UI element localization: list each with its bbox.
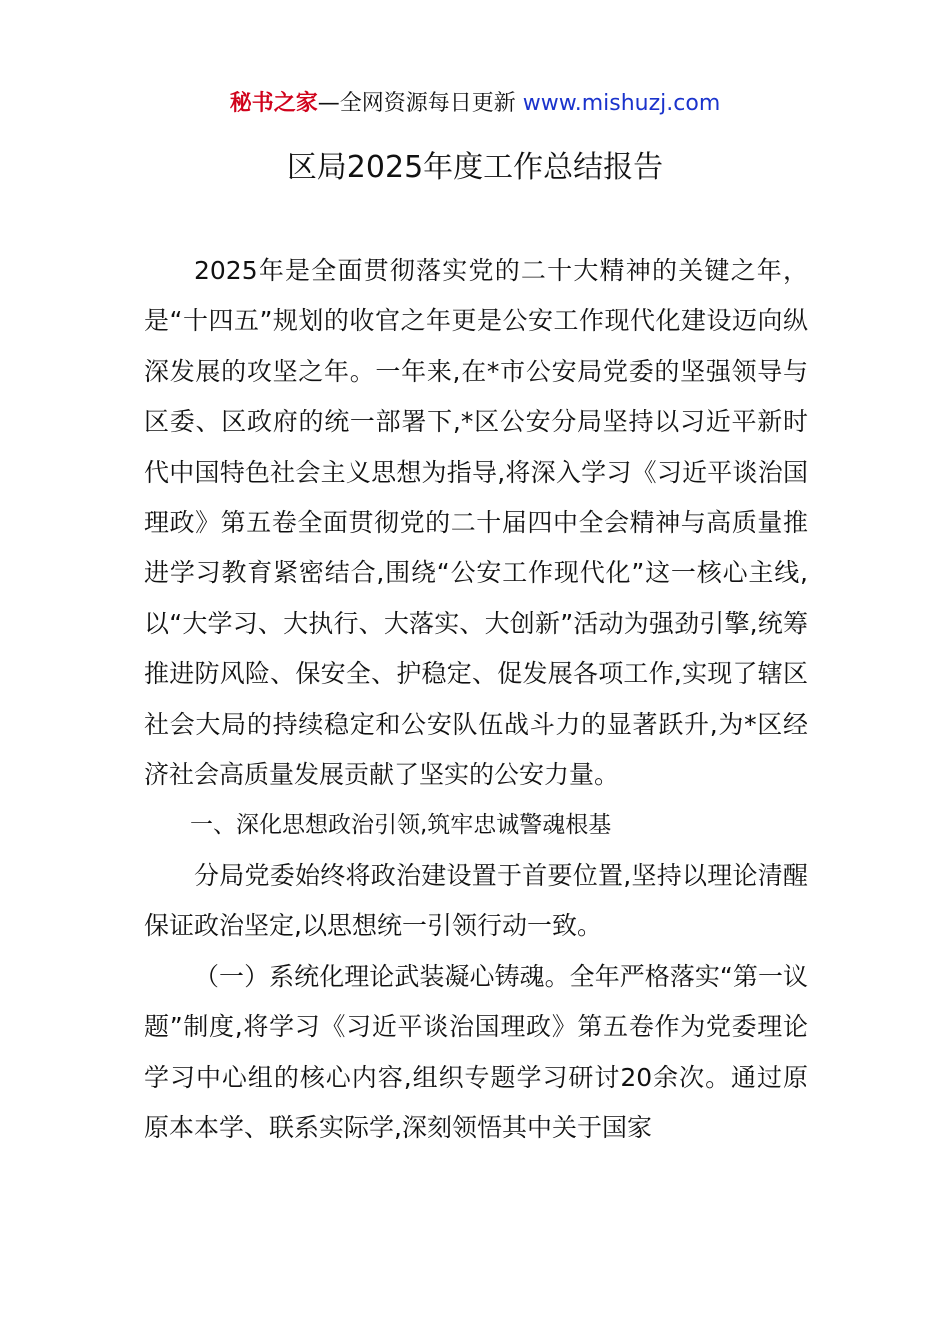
section-1-intro-paragraph: 分局党委始终将政治建设置于首要位置,坚持以理论清醒保证政治坚定,以思想统一引领行动一致。	[144, 860, 808, 941]
section-heading-1: 一、深化思想政治引领,筑牢忠诚警魂根基	[190, 812, 612, 839]
site-url-link[interactable]: www.mishuzj.com	[522, 91, 721, 116]
source-header	[0, 88, 950, 120]
header-tagline: —全网资源每日更新	[317, 91, 516, 116]
document-body	[144, 246, 808, 1153]
intro-paragraph: 2025年是全面贯彻落实党的二十大精神的关键之年，是“十四五”规划的收官之年更是公安工作现代化建设迈向纵深发展的攻坚之年。一年来,在*市公安局党委的坚强领导与区委、区政府的统一部署下,*区公安分局坚持以习近平新时代中国特色社会主义思想为指导,将深入学习《习近平谈治国理政》第五卷全面贯彻党的二十届四中全会精神与高质量推进学习教育紧密结合,围绕“公安工作现代化”这一核心主线,以“大学习、大执行、大落实、大创新”活动为强劲引擎,统筹推进防风险、保安全、护稳定、促发展各项工作,实现了辖区社会大局的持续稳定和公安队伍战斗力的显著跃升,为*区经济社会高质量发展贡献了坚实的公安力量。	[144, 256, 808, 790]
brand-name: 秘书之家	[229, 91, 318, 116]
document-title: 区局2025年度工作总结报告	[286, 150, 664, 185]
section-1-1-paragraph: （一）系统化理论武装凝心铸魂。全年严格落实“第一议题”制度,将学习《习近平谈治国理政》第五卷作为党委理论学习中心组的核心内容,组织专题学习研讨20余次。通过原原本本学、联系实际学,深刻领悟其中关于国家	[144, 961, 808, 1142]
